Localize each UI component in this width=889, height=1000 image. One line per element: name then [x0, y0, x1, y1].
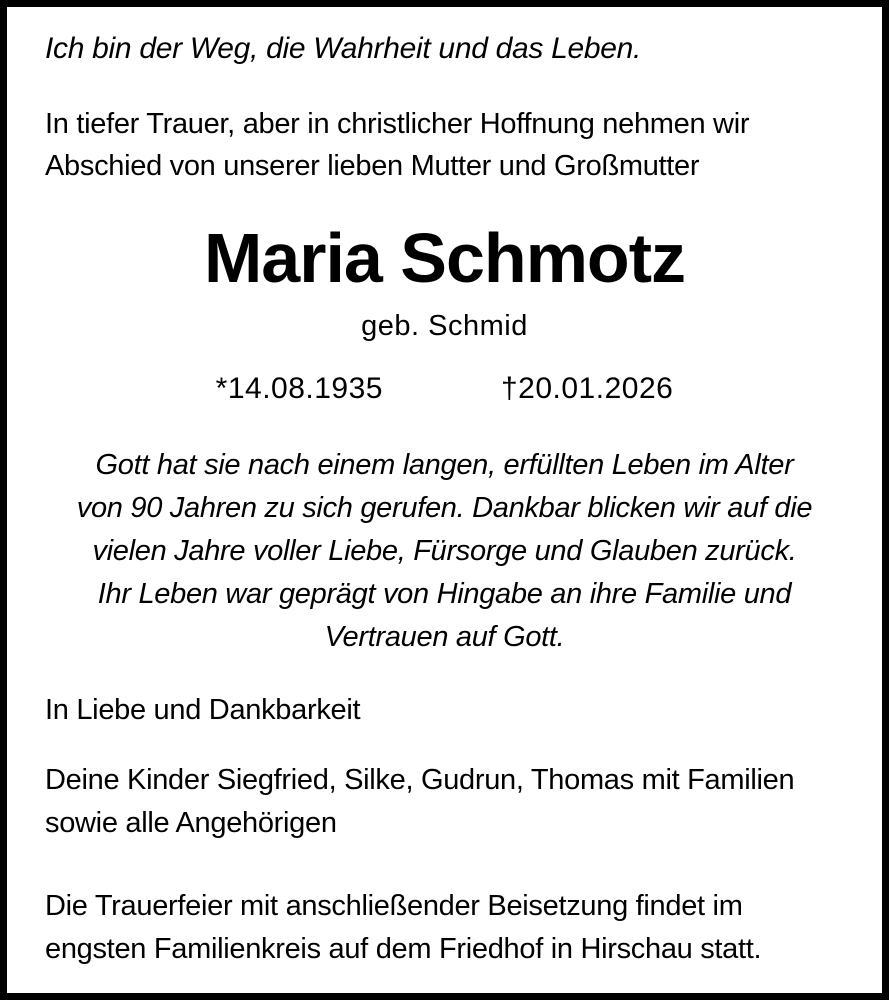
- funeral-line-1: Die Trauerfeier mit anschließender Beisetzung findet im: [45, 890, 743, 922]
- eulogy-line-1: Gott hat sie nach einem langen, erfüllten Leben im Alter: [95, 449, 794, 481]
- mourners-line-1: Deine Kinder Siegfried, Silke, Gudrun, Thomas mit Familien: [45, 764, 795, 796]
- deceased-name: Maria Schmotz: [204, 219, 685, 297]
- eulogy-line-2: von 90 Jahren zu sich gerufen. Dankbar blicken wir auf die: [76, 492, 813, 524]
- funeral-info: [45, 885, 882, 971]
- closing-line: In Liebe und Dankbarkeit: [45, 694, 361, 726]
- mourners-text: [45, 759, 882, 845]
- life-dates: [7, 368, 882, 410]
- eulogy-line-3: vielen Jahre voller Liebe, Fürsorge und Glauben zurück.: [92, 535, 797, 567]
- funeral-line-2: engsten Familienkreis auf dem Friedhof in Hirschau statt.: [45, 933, 762, 965]
- mourners-line-2: sowie alle Angehörigen: [45, 807, 337, 839]
- eulogy-line-5: Vertrauen auf Gott.: [324, 621, 565, 653]
- intro-line-2: Abschied von unserer lieben Mutter und Großmutter: [45, 150, 700, 182]
- eulogy-text: [7, 444, 882, 659]
- intro-text: [45, 103, 882, 187]
- maiden-name: geb. Schmid: [361, 310, 528, 342]
- scripture-quote: [45, 27, 882, 71]
- death-date: †20.01.2026: [500, 372, 674, 405]
- intro-line-1: In tiefer Trauer, aber in christlicher Hoffnung nehmen wir: [45, 108, 750, 140]
- scripture-quote-text: Ich bin der Weg, die Wahrheit und das Leben.: [45, 32, 642, 65]
- closing-text: [45, 689, 882, 731]
- birth-date: *14.08.1935: [215, 372, 383, 405]
- eulogy-line-4: Ihr Leben war geprägt von Hingabe an ihre Familie und: [97, 578, 792, 610]
